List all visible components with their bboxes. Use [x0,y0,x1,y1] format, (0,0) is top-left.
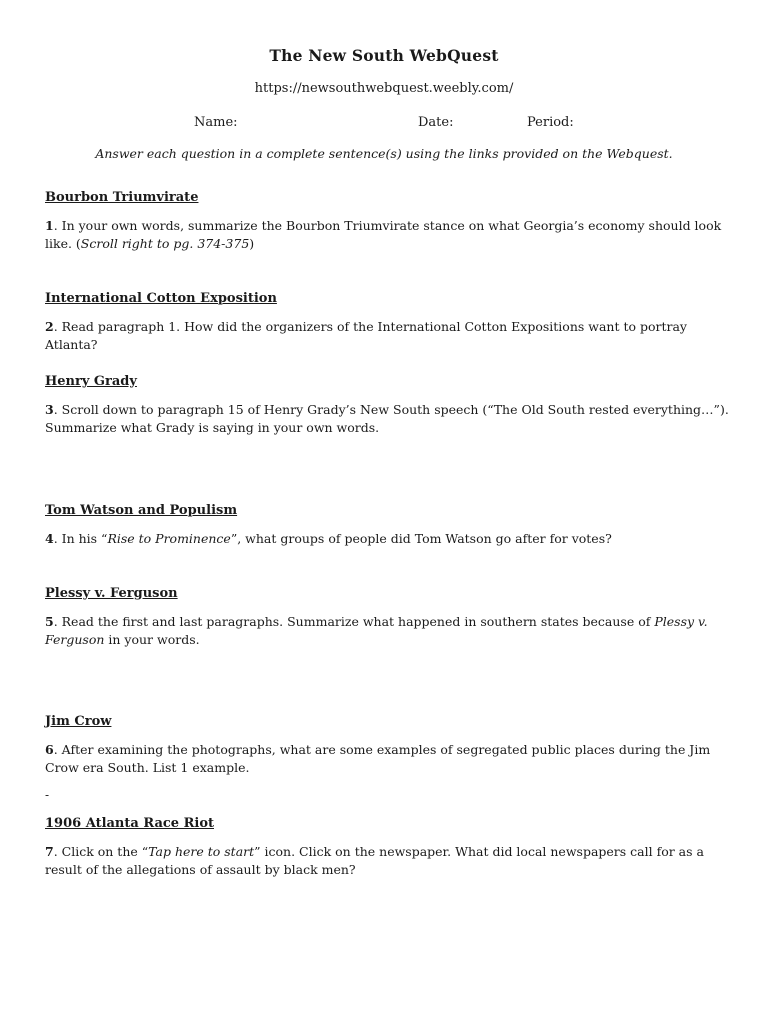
question-number: 6 [45,742,54,757]
question-text: in your words. [104,632,200,647]
question-italic-text: Tap here to start [148,844,255,859]
question-7 [45,843,735,879]
question-italic-text: Plessy v. Ferguson [45,614,708,647]
question-4 [45,530,735,548]
section-heading-henry-grady: Henry Grady [45,374,137,389]
question-number: 1 [45,218,54,233]
question-text: . Read paragraph 1. How did the organizers of the International Cotton Expositions want to portray Atlanta? [45,319,687,352]
question-text: . Click on the “ [53,844,149,859]
question-3 [45,401,735,437]
question-italic-text: Scroll right to pg. 374-375 [80,236,250,251]
question-text: . In your own words, summarize the Bourbon Triumvirate stance on what Georgia’s economy should look like. ( [45,218,722,251]
question-text: . In his “ [53,531,108,546]
section-heading-plessy-v-ferguson: Plessy v. Ferguson [45,586,178,601]
section-heading-tom-watson: Tom Watson and Populism [45,503,238,518]
question-number: 2 [45,319,54,334]
period-label: Period: [527,115,574,130]
date-label: Date: [418,115,454,130]
section-heading-atlanta-race-riot: 1906 Atlanta Race Riot [45,816,214,831]
question-1 [45,217,735,253]
question-text: . Scroll down to paragraph 15 of Henry Grady’s New South speech (“The Old South rested everything…”). Summarize what Grady is saying in your own words. [45,402,729,435]
question-number: 5 [45,614,54,629]
stray-dash: - [45,788,50,802]
question-text: . Read the first and last paragraphs. Summarize what happened in southern states because of [53,614,655,629]
section-heading-jim-crow: Jim Crow [45,714,112,729]
question-2 [45,318,735,354]
question-text: ”, what groups of people did Tom Watson go after for votes? [230,531,612,546]
question-number: 4 [45,531,54,546]
name-label: Name: [194,115,238,130]
instructions: Answer each question in a complete sentence(s) using the links provided on the Webquest. [95,146,673,161]
section-heading-cotton-exposition: International Cotton Exposition [45,291,277,306]
question-6 [45,741,735,777]
question-number: 7 [45,844,54,859]
webquest-url: https://newsouthwebquest.weebly.com/ [254,81,514,96]
section-heading-bourbon-triumvirate: Bourbon Triumvirate [45,190,199,205]
question-text: ” icon. Click on the newspaper. What did local newspapers call for as a result of the allegations of assault by black men? [45,844,704,877]
page-title: The New South WebQuest [269,46,499,65]
question-text: . After examining the photographs, what are some examples of segregated public places during the Jim Crow era South. List 1 example. [45,742,711,775]
question-text: ) [249,236,255,251]
question-italic-text: Rise to Prominence [107,531,231,546]
question-5 [45,613,735,649]
question-number: 3 [45,402,54,417]
